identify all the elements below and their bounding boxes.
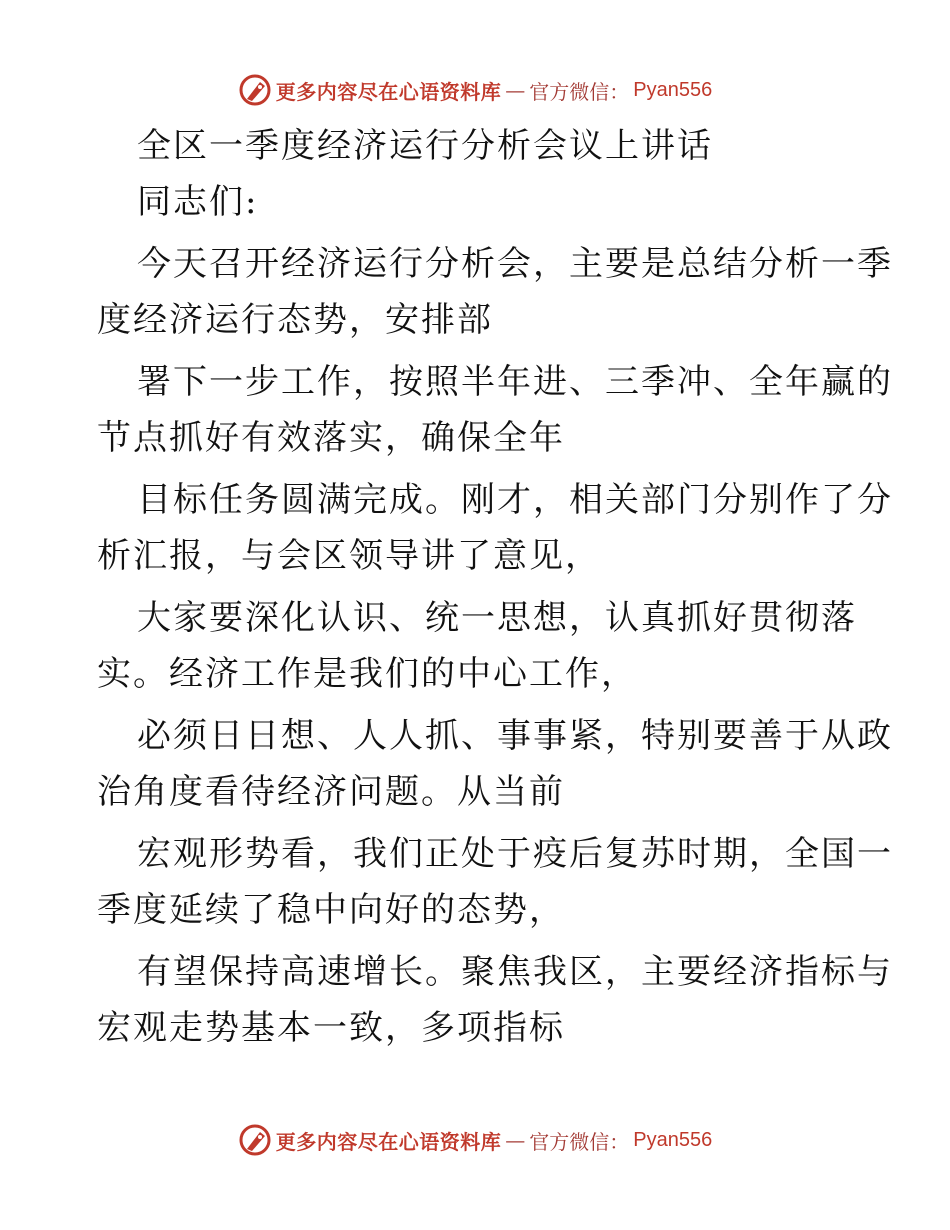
greeting: 同志们: — [137, 182, 259, 222]
pen-nib-logo-icon — [238, 73, 272, 107]
footer-watermark — [0, 1120, 950, 1160]
paragraph-line: 今天召开经济运行分析会，主要是总结分析一季 — [137, 244, 893, 284]
paragraph-line: 度经济运行态势，安排部 — [97, 300, 493, 340]
paragraph — [97, 590, 857, 702]
paragraph-line: 署下一步工作，按照半年进、三季冲、全年赢的 — [137, 362, 893, 402]
watermark-brand-text: 更多内容尽在心语资料库 — [275, 1129, 502, 1154]
paragraph-line: 目标任务圆满完成。刚才，相关部门分别作了分 — [137, 480, 893, 520]
paragraph-line: 宏观走势基本一致，多项指标 — [97, 1008, 565, 1048]
paragraph — [97, 708, 893, 820]
header-watermark — [0, 70, 950, 110]
paragraph-line: 宏观形势看，我们正处于疫后复苏时期，全国一 — [137, 834, 893, 874]
pen-nib-logo-icon — [238, 1123, 272, 1157]
watermark-brand-text: 更多内容尽在心语资料库 — [275, 79, 502, 104]
paragraph-line: 季度延续了稳中向好的态势， — [97, 890, 565, 930]
paragraph — [97, 472, 893, 584]
paragraph-line: 大家要深化认识、统一思想，认真抓好贯彻落 — [137, 598, 857, 638]
document-body — [97, 118, 893, 1056]
paragraph-line: 有望保持高速增长。聚焦我区，主要经济指标与 — [137, 952, 893, 992]
watermark-wechat-id: Pyan556 — [633, 1128, 713, 1151]
paragraph-line: 析汇报，与会区领导讲了意见， — [97, 536, 601, 576]
paragraph — [97, 236, 893, 348]
watermark-wechat-label: 官方微信： — [529, 1129, 630, 1154]
watermark-wechat-id: Pyan556 — [633, 78, 713, 101]
document-title: 全区一季度经济运行分析会议上讲话 — [137, 126, 713, 166]
watermark-separator: — — [505, 78, 526, 102]
watermark-wechat-label: 官方微信： — [529, 79, 630, 104]
paragraph-line: 节点抓好有效落实，确保全年 — [97, 418, 565, 458]
watermark-separator: — — [505, 1128, 526, 1152]
paragraph-line: 实。经济工作是我们的中心工作， — [97, 654, 637, 694]
paragraph — [97, 354, 893, 466]
paragraph — [97, 944, 893, 1056]
paragraph-line: 治角度看待经济问题。从当前 — [97, 772, 565, 812]
paragraph — [97, 826, 893, 938]
paragraph-line: 必须日日想、人人抓、事事紧，特别要善于从政 — [137, 716, 893, 756]
